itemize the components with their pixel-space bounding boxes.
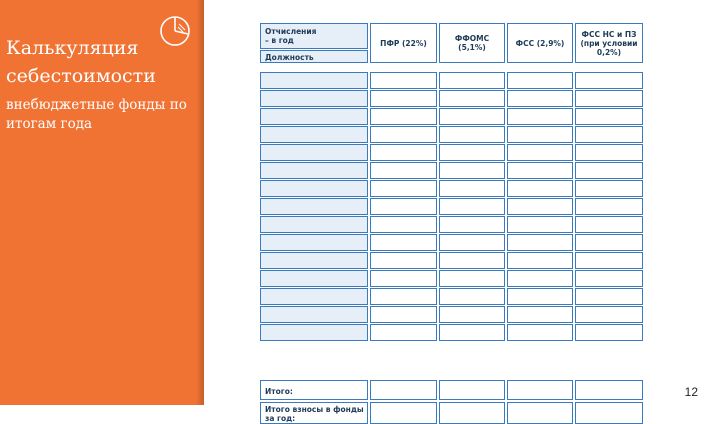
value-cell[interactable]	[370, 380, 437, 400]
value-cell[interactable]	[370, 90, 437, 107]
column-header-ffoms	[439, 23, 505, 63]
slide-title: Калькуляция себестоимости	[6, 37, 156, 87]
value-cell[interactable]	[575, 126, 643, 143]
total-label: Итого:	[265, 387, 293, 396]
value-cell[interactable]	[507, 288, 573, 305]
value-cell[interactable]	[370, 270, 437, 287]
column-header-label: ФФОМС (5,1%)	[454, 34, 490, 52]
row-label-cell[interactable]	[260, 162, 368, 179]
value-cell[interactable]	[370, 198, 437, 215]
row-label-cell[interactable]	[260, 270, 368, 287]
header-corner-top	[260, 23, 368, 49]
value-cell[interactable]	[370, 306, 437, 323]
value-cell[interactable]	[370, 402, 437, 424]
value-cell[interactable]	[507, 306, 573, 323]
value-cell[interactable]	[439, 108, 505, 125]
value-cell[interactable]	[507, 90, 573, 107]
value-cell[interactable]	[507, 126, 573, 143]
value-cell[interactable]	[575, 162, 643, 179]
value-cell[interactable]	[507, 234, 573, 251]
value-cell[interactable]	[439, 198, 505, 215]
value-cell[interactable]	[575, 252, 643, 269]
value-cell[interactable]	[439, 324, 505, 341]
grand-total-label: Итого взносы в фонды за год:	[265, 405, 364, 423]
title-panel	[0, 0, 204, 405]
value-cell[interactable]	[439, 306, 505, 323]
value-cell[interactable]	[370, 252, 437, 269]
value-cell[interactable]	[575, 306, 643, 323]
row-label-cell[interactable]	[260, 180, 368, 197]
row-label-cell[interactable]	[260, 198, 368, 215]
value-cell[interactable]	[370, 108, 437, 125]
value-cell[interactable]	[507, 216, 573, 233]
value-cell[interactable]	[439, 234, 505, 251]
row-label-cell[interactable]	[260, 402, 368, 424]
value-cell[interactable]	[507, 198, 573, 215]
value-cell[interactable]	[507, 144, 573, 161]
row-label-cell[interactable]	[260, 380, 368, 400]
value-cell[interactable]	[575, 216, 643, 233]
panel-shadow	[196, 0, 204, 405]
corner-bottom-label: Должность	[265, 53, 314, 62]
value-cell[interactable]	[370, 324, 437, 341]
row-label-cell[interactable]	[260, 306, 368, 323]
value-cell[interactable]	[370, 126, 437, 143]
value-cell[interactable]	[575, 180, 643, 197]
value-cell[interactable]	[575, 198, 643, 215]
row-label-cell[interactable]	[260, 108, 368, 125]
value-cell[interactable]	[439, 216, 505, 233]
value-cell[interactable]	[575, 270, 643, 287]
value-cell[interactable]	[575, 380, 643, 400]
row-label-cell[interactable]	[260, 288, 368, 305]
value-cell[interactable]	[575, 108, 643, 125]
value-cell[interactable]	[507, 270, 573, 287]
value-cell[interactable]	[507, 380, 573, 400]
value-cell[interactable]	[439, 162, 505, 179]
value-cell[interactable]	[439, 288, 505, 305]
value-cell[interactable]	[575, 402, 643, 424]
value-cell[interactable]	[370, 180, 437, 197]
row-label-cell[interactable]	[260, 234, 368, 251]
row-label-cell[interactable]	[260, 324, 368, 341]
value-cell[interactable]	[439, 90, 505, 107]
contributions-table	[260, 23, 643, 423]
value-cell[interactable]	[575, 72, 643, 89]
header-corner-bottom	[260, 50, 368, 63]
value-cell[interactable]	[370, 162, 437, 179]
value-cell[interactable]	[439, 126, 505, 143]
column-header-fss-ns	[575, 23, 643, 63]
value-cell[interactable]	[370, 144, 437, 161]
page-number: 12	[684, 385, 698, 399]
value-cell[interactable]	[439, 180, 505, 197]
column-header-pfr	[370, 23, 437, 63]
value-cell[interactable]	[507, 324, 573, 341]
value-cell[interactable]	[439, 144, 505, 161]
value-cell[interactable]	[439, 72, 505, 89]
value-cell[interactable]	[507, 252, 573, 269]
column-header-label: ПФР (22%)	[380, 38, 427, 48]
value-cell[interactable]	[370, 72, 437, 89]
value-cell[interactable]	[507, 180, 573, 197]
value-cell[interactable]	[370, 234, 437, 251]
value-cell[interactable]	[370, 288, 437, 305]
value-cell[interactable]	[370, 216, 437, 233]
row-label-cell[interactable]	[260, 90, 368, 107]
value-cell[interactable]	[507, 162, 573, 179]
value-cell[interactable]	[439, 270, 505, 287]
column-header-label: ФСС (2,9%)	[515, 38, 565, 48]
value-cell[interactable]	[507, 72, 573, 89]
value-cell[interactable]	[507, 108, 573, 125]
value-cell[interactable]	[507, 402, 573, 424]
row-label-cell[interactable]	[260, 72, 368, 89]
value-cell[interactable]	[575, 144, 643, 161]
row-label-cell[interactable]	[260, 252, 368, 269]
value-cell[interactable]	[575, 288, 643, 305]
column-header-fss	[507, 23, 573, 63]
value-cell[interactable]	[439, 252, 505, 269]
value-cell[interactable]	[575, 324, 643, 341]
row-label-cell[interactable]	[260, 126, 368, 143]
corner-top-label: Отчисления – в год	[265, 27, 317, 45]
slide-subtitle: внебюджетные фонды по итогам года	[6, 97, 187, 132]
column-header-label: ФСС НС и ПЗ (при условии 0,2%)	[580, 29, 638, 57]
value-cell[interactable]	[575, 234, 643, 251]
value-cell[interactable]	[575, 90, 643, 107]
value-cell[interactable]	[439, 380, 505, 400]
value-cell[interactable]	[439, 402, 505, 424]
row-label-cell[interactable]	[260, 144, 368, 161]
row-label-cell[interactable]	[260, 216, 368, 233]
